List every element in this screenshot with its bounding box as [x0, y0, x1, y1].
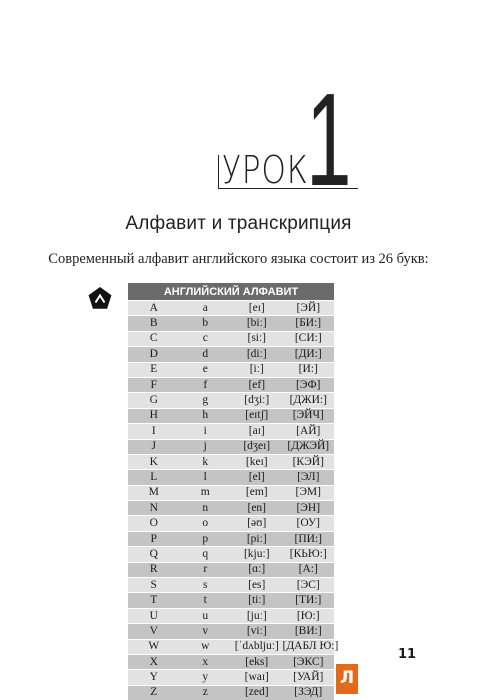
lowercase-letter: v	[180, 624, 232, 639]
russian-reading: [ДАБЛ Ю:]	[283, 639, 335, 654]
transcription: [ɑː]	[231, 562, 283, 577]
russian-reading: [СИ:]	[283, 331, 335, 346]
table-row	[128, 547, 334, 562]
transcription: [aɪ]	[231, 424, 283, 439]
lowercase-letter: y	[180, 670, 232, 685]
russian-reading: [ЭС]	[283, 578, 335, 593]
transcription: [əʊ]	[231, 516, 283, 531]
table-row	[128, 408, 334, 423]
table-row	[128, 501, 334, 516]
transcription: [biː]	[231, 316, 283, 331]
transcription: [ef]	[231, 377, 283, 392]
lowercase-letter: r	[180, 562, 232, 577]
transcription: [eks]	[231, 654, 283, 669]
lowercase-letter: f	[180, 377, 232, 392]
transcription: [diː]	[231, 347, 283, 362]
table-row	[128, 316, 334, 331]
table-row	[128, 377, 334, 392]
table-row	[128, 593, 334, 608]
lowercase-letter: j	[180, 439, 232, 454]
russian-reading: [ЭЛ]	[283, 470, 335, 485]
uppercase-letter: T	[128, 593, 180, 608]
section-title: Алфавит и транскрипция	[125, 213, 352, 234]
uppercase-letter: X	[128, 654, 180, 669]
intro-text: Современный алфавит английского языка состоит из 26 букв:	[48, 251, 429, 267]
lowercase-letter: q	[180, 547, 232, 562]
uppercase-letter: H	[128, 408, 180, 423]
uppercase-letter: L	[128, 470, 180, 485]
alphabet-table-title: АНГЛИЙСКИЙ АЛФАВИТ	[128, 283, 334, 301]
uppercase-letter: D	[128, 347, 180, 362]
russian-reading: [ЭЙЧ]	[283, 408, 335, 423]
uppercase-letter: M	[128, 485, 180, 500]
lowercase-letter: p	[180, 531, 232, 546]
page-number: 11	[398, 647, 417, 662]
uppercase-letter: I	[128, 424, 180, 439]
table-row	[128, 624, 334, 639]
table-row	[128, 639, 334, 654]
lowercase-letter: i	[180, 424, 232, 439]
uppercase-letter: E	[128, 362, 180, 377]
russian-reading: [ДЖИ:]	[283, 393, 335, 408]
russian-reading: [А:]	[283, 562, 335, 577]
table-row	[128, 516, 334, 531]
uppercase-letter: O	[128, 516, 180, 531]
lesson-word: УРОК	[222, 148, 309, 192]
lowercase-letter: l	[180, 470, 232, 485]
caret-up-icon	[87, 286, 113, 312]
lowercase-letter: b	[180, 316, 232, 331]
transcription: [eɪtʃ]	[231, 408, 283, 423]
uppercase-letter: A	[128, 301, 180, 316]
table-row	[128, 485, 334, 500]
russian-reading: [И:]	[283, 362, 335, 377]
russian-reading: [ЭФ]	[283, 377, 335, 392]
uppercase-letter: W	[128, 639, 180, 654]
table-row	[128, 608, 334, 623]
uppercase-letter: S	[128, 578, 180, 593]
lowercase-letter: d	[180, 347, 232, 362]
alphabet-table	[128, 283, 339, 700]
table-row	[128, 562, 334, 577]
uppercase-letter: Y	[128, 670, 180, 685]
lesson-number: 1	[306, 66, 352, 213]
uppercase-letter: R	[128, 562, 180, 577]
transcription: [es]	[231, 578, 283, 593]
uppercase-letter: C	[128, 331, 180, 346]
uppercase-letter: Z	[128, 685, 180, 700]
uppercase-letter: P	[128, 531, 180, 546]
uppercase-letter: B	[128, 316, 180, 331]
russian-reading: [ЗЭД]	[283, 685, 335, 700]
russian-reading: [ВИ:]	[283, 624, 335, 639]
transcription: [keɪ]	[231, 454, 283, 469]
table-row	[128, 670, 334, 685]
transcription: [tiː]	[231, 593, 283, 608]
transcription: [en]	[231, 501, 283, 516]
russian-reading: [ДИ:]	[283, 347, 335, 362]
transcription: [iː]	[231, 362, 283, 377]
lowercase-letter: o	[180, 516, 232, 531]
lesson-frame-vertical	[218, 155, 219, 188]
russian-reading: [Ю:]	[283, 608, 335, 623]
uppercase-letter: F	[128, 377, 180, 392]
transcription: [dʒeɪ]	[231, 439, 283, 454]
transcription: [piː]	[231, 531, 283, 546]
lowercase-letter: u	[180, 608, 232, 623]
transcription: [juː]	[231, 608, 283, 623]
table-row	[128, 393, 334, 408]
table-row	[128, 470, 334, 485]
lowercase-letter: x	[180, 654, 232, 669]
transcription: [kjuː]	[231, 547, 283, 562]
table-row	[128, 424, 334, 439]
transcription: [zed]	[231, 685, 283, 700]
lowercase-letter: m	[180, 485, 232, 500]
publisher-logo-letter: Л	[339, 668, 355, 688]
table-row	[128, 347, 334, 362]
table-row	[128, 331, 334, 346]
uppercase-letter: U	[128, 608, 180, 623]
transcription: [siː]	[231, 331, 283, 346]
russian-reading: [ПИ:]	[283, 531, 335, 546]
russian-reading: [ЭКС]	[283, 654, 335, 669]
uppercase-letter: J	[128, 439, 180, 454]
table-row	[128, 362, 334, 377]
russian-reading: [КЬЮ:]	[283, 547, 335, 562]
table-row	[128, 685, 334, 700]
table-row	[128, 531, 334, 546]
russian-reading: [ОУ]	[283, 516, 335, 531]
transcription: [em]	[231, 485, 283, 500]
russian-reading: [АЙ]	[283, 424, 335, 439]
transcription: [ˈdʌbljuː]	[231, 639, 283, 654]
russian-reading: [ЭМ]	[283, 485, 335, 500]
publisher-logo	[336, 664, 358, 694]
uppercase-letter: G	[128, 393, 180, 408]
table-row	[128, 439, 334, 454]
uppercase-letter: K	[128, 454, 180, 469]
table-row	[128, 654, 334, 669]
lowercase-letter: w	[180, 639, 232, 654]
russian-reading: [ЭН]	[283, 501, 335, 516]
lowercase-letter: n	[180, 501, 232, 516]
table-row	[128, 454, 334, 469]
uppercase-letter: V	[128, 624, 180, 639]
russian-reading: [УАЙ]	[283, 670, 335, 685]
lowercase-letter: h	[180, 408, 232, 423]
table-row	[128, 578, 334, 593]
lowercase-letter: e	[180, 362, 232, 377]
lowercase-letter: k	[180, 454, 232, 469]
lowercase-letter: c	[180, 331, 232, 346]
transcription: [eɪ]	[231, 301, 283, 316]
transcription: [el]	[231, 470, 283, 485]
alphabet-table-body	[128, 301, 339, 700]
lowercase-letter: z	[180, 685, 232, 700]
table-row	[128, 301, 334, 316]
russian-reading: [ДЖЭЙ]	[283, 439, 335, 454]
lowercase-letter: s	[180, 578, 232, 593]
lowercase-letter: g	[180, 393, 232, 408]
uppercase-letter: N	[128, 501, 180, 516]
transcription: [waɪ]	[231, 670, 283, 685]
lowercase-letter: a	[180, 301, 232, 316]
transcription: [viː]	[231, 624, 283, 639]
lowercase-letter: t	[180, 593, 232, 608]
russian-reading: [ТИ:]	[283, 593, 335, 608]
russian-reading: [ЭЙ]	[283, 301, 335, 316]
russian-reading: [БИ:]	[283, 316, 335, 331]
transcription: [dʒiː]	[231, 393, 283, 408]
russian-reading: [КЭЙ]	[283, 454, 335, 469]
uppercase-letter: Q	[128, 547, 180, 562]
